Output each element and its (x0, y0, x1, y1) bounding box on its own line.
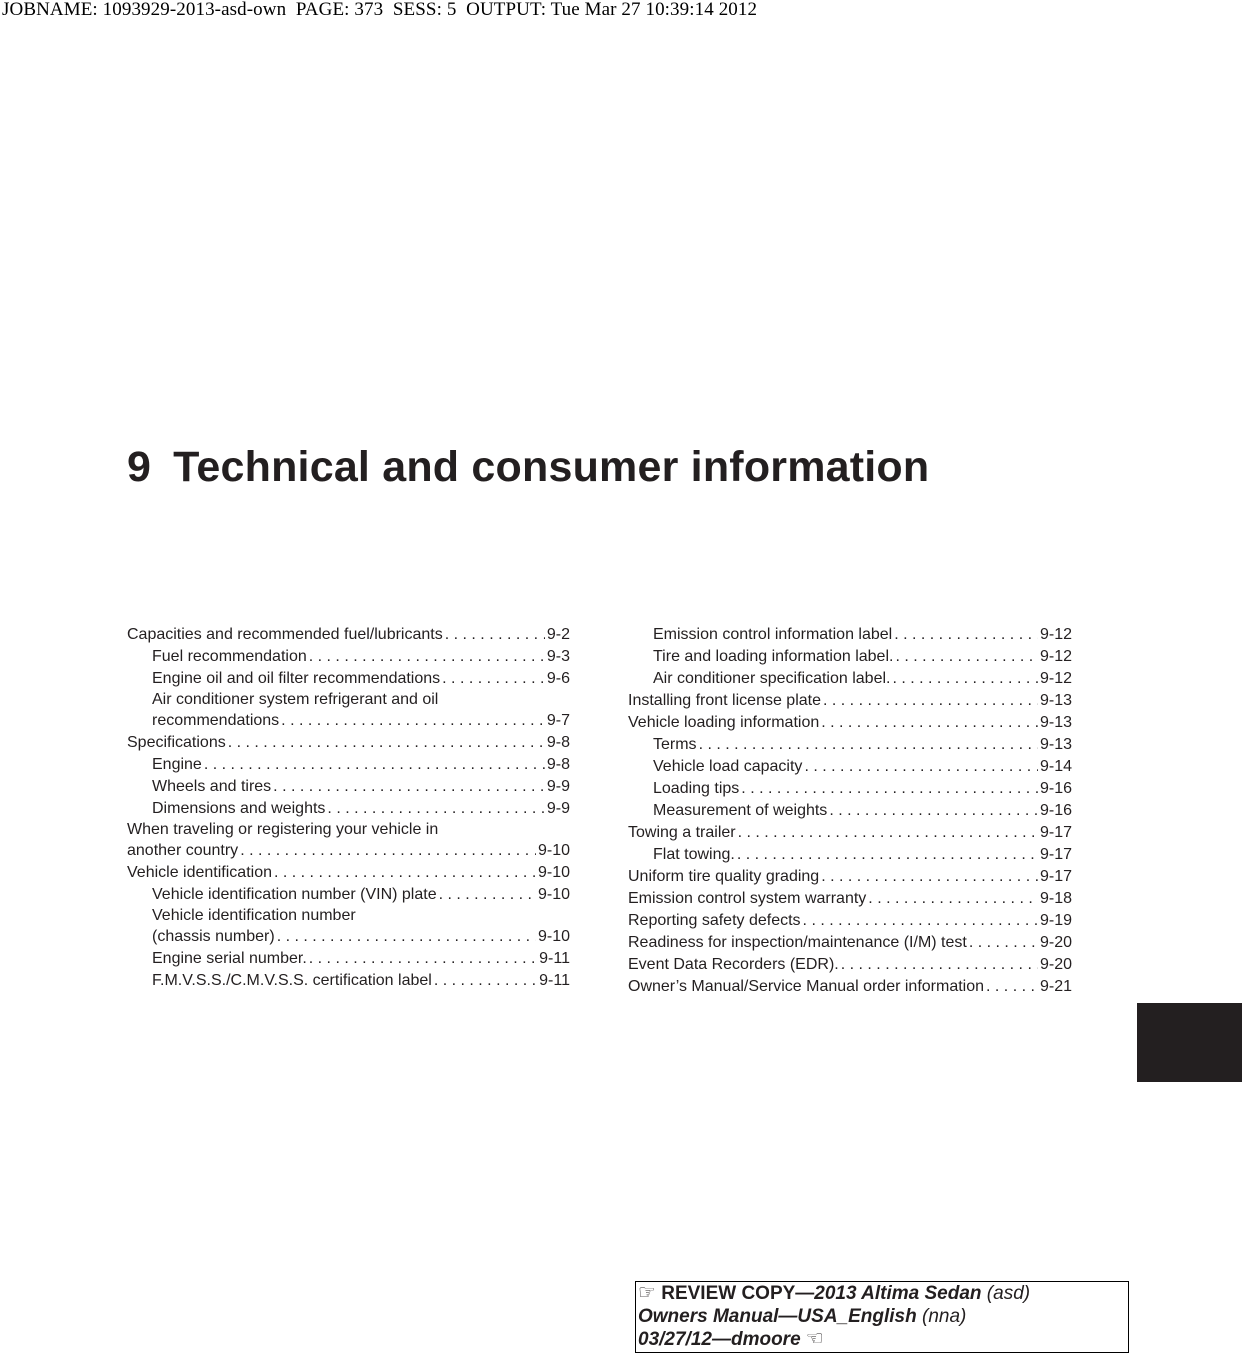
toc-entry-title-line1: When traveling or registering your vehicle in (127, 821, 439, 838)
leader-dots (442, 668, 545, 690)
toc-entry-page: 9-17 (1039, 846, 1072, 863)
manual-code: (nna) (922, 1306, 967, 1327)
toc-entry-title: Vehicle identification number (VIN) plate (152, 886, 437, 903)
toc-entry-page: 9-11 (539, 950, 570, 967)
chapter-title (127, 443, 929, 492)
leader-dots (445, 624, 545, 646)
toc-entry[interactable] (127, 690, 570, 732)
toc-entry[interactable] (628, 954, 1072, 976)
toc-entry-title-line2: another country (127, 842, 239, 859)
leader-dots (228, 732, 545, 754)
leader-dots (894, 624, 1038, 646)
toc-entry-page: 9-8 (546, 756, 570, 773)
leader-dots (986, 976, 1038, 998)
date-user: 03/27/12—dmoore (638, 1329, 801, 1350)
leader-dots (274, 862, 536, 884)
toc-entry-page: 9-9 (546, 800, 570, 817)
hand-pointing-left-icon: ☜ (805, 1328, 824, 1350)
leader-dots (821, 866, 1038, 888)
toc-entry-page: 9-8 (546, 734, 570, 751)
toc-entry-title: Event Data Recorders (EDR). (628, 956, 839, 973)
toc-entry[interactable] (127, 668, 570, 690)
toc-entry[interactable] (628, 844, 1072, 866)
toc-entry-title-line1: Air conditioner system refrigerant and oil (152, 691, 439, 708)
toc-entry-page: 9-17 (1039, 824, 1072, 841)
toc-entry-page: 9-10 (537, 886, 570, 903)
leader-dots (738, 822, 1038, 844)
model-code: (asd) (986, 1283, 1031, 1304)
toc-entry-page: 9-19 (1039, 912, 1072, 929)
leader-dots (741, 778, 1038, 800)
chapter-thumb-tab (1137, 1003, 1242, 1082)
toc-entry-page: 9-13 (1039, 692, 1072, 709)
toc-entry[interactable] (127, 754, 570, 776)
toc-entry-page: 9-20 (1039, 956, 1072, 973)
toc-entry-page: 9-13 (1039, 714, 1072, 731)
toc-entry[interactable] (628, 932, 1072, 954)
toc-entry[interactable] (628, 734, 1072, 756)
toc-entry[interactable] (127, 776, 570, 798)
toc-entry-title: Vehicle identification (127, 864, 272, 881)
review-copy-stamp (635, 1281, 1129, 1353)
leader-dots (204, 754, 545, 776)
leader-dots (439, 884, 536, 906)
toc-entry-title: Owner’s Manual/Service Manual order information (628, 978, 985, 995)
leader-dots (823, 690, 1038, 712)
toc-entry-page: 9-14 (1039, 758, 1072, 775)
review-line-2 (638, 1305, 1128, 1328)
toc-entry[interactable] (628, 646, 1072, 668)
leader-dots (434, 970, 537, 992)
toc-entry-title: Vehicle loading information (628, 714, 820, 731)
toc-entry-page: 9-10 (537, 842, 570, 859)
toc-entry[interactable] (127, 624, 570, 646)
toc-entry[interactable] (127, 646, 570, 668)
toc-entry[interactable] (127, 906, 570, 948)
toc-entry-page: 9-21 (1039, 978, 1072, 995)
leader-dots (829, 800, 1038, 822)
toc-entry-title: Uniform tire quality grading (628, 868, 820, 885)
toc-entry-title-line2: (chassis number) (152, 928, 275, 945)
toc-entry-page: 9-18 (1039, 890, 1072, 907)
leader-dots (803, 910, 1038, 932)
toc-entry-page: 9-9 (546, 778, 570, 795)
chapter-title-text: Technical and consumer information (173, 443, 930, 491)
toc-entry[interactable] (628, 690, 1072, 712)
toc-entry[interactable] (628, 778, 1072, 800)
toc-entry[interactable] (628, 624, 1072, 646)
leader-dots (892, 668, 1038, 690)
toc-entry[interactable] (127, 732, 570, 754)
job-info-header: JOBNAME: 1093929-2013-asd-own PAGE: 373 SESS: 5 OUTPUT: Tue Mar 27 10:39:14 2012 (2, 0, 758, 20)
toc-entry[interactable] (628, 756, 1072, 778)
toc-entry-title-line2: recommendations (152, 712, 280, 729)
leader-dots (309, 646, 545, 668)
toc-entry-page: 9-16 (1039, 780, 1072, 797)
toc-entry-title: F.M.V.S.S./C.M.V.S.S. certification label (152, 972, 432, 989)
toc-entry[interactable] (127, 862, 570, 884)
toc-entry-title: Engine serial number. (152, 950, 307, 967)
toc-entry-title: Engine oil and oil filter recommendations (152, 670, 441, 687)
toc-right-column (628, 624, 1072, 998)
toc-entry[interactable] (628, 822, 1072, 844)
toc-entry-page: 9-16 (1039, 802, 1072, 819)
toc-entry-title: Capacities and recommended fuel/lubricants (127, 626, 443, 643)
leader-dots (969, 932, 1038, 954)
toc-entry-title: Tire and loading information label. (653, 648, 894, 665)
toc-entry-page: 9-7 (546, 712, 570, 729)
toc-entry-title: Loading tips (653, 780, 740, 797)
leader-dots (309, 948, 537, 970)
leader-dots (868, 888, 1038, 910)
model-name: 2013 Altima Sedan (814, 1283, 982, 1304)
toc-entry-title: Fuel recommendation (152, 648, 307, 665)
toc-entry-page: 9-13 (1039, 736, 1072, 753)
toc-entry-title: Readiness for inspection/maintenance (I/M) test (628, 934, 967, 951)
toc-entry-title: Flat towing. (653, 846, 735, 863)
toc-entry-title: Emission control information label (653, 626, 893, 643)
leader-dots (821, 712, 1038, 734)
toc-entry-page: 9-17 (1039, 868, 1072, 885)
toc-entry-title: Wheels and tires (152, 778, 272, 795)
toc-entry-page: 9-20 (1039, 934, 1072, 951)
manual-name: Owners Manual—USA_English (638, 1306, 917, 1327)
toc-entry-title: Dimensions and weights (152, 800, 326, 817)
toc-entry-page: 9-6 (546, 670, 570, 687)
toc-entry-title: Measurement of weights (653, 802, 828, 819)
toc-entry-title: Vehicle load capacity (653, 758, 803, 775)
leader-dots (281, 710, 545, 732)
leader-dots (277, 926, 536, 948)
toc-entry[interactable] (127, 884, 570, 906)
toc-entry-page: 9-12 (1039, 670, 1072, 687)
hand-pointing-right-icon: ☞ (638, 1282, 656, 1304)
toc-entry[interactable] (127, 970, 570, 992)
toc-entry-title: Installing front license plate (628, 692, 821, 709)
toc-entry[interactable] (127, 820, 570, 862)
toc-entry-title-line1: Vehicle identification number (152, 907, 356, 924)
review-line-1 (638, 1282, 1128, 1305)
toc-entry-page: 9-3 (546, 648, 570, 665)
leader-dots (273, 776, 545, 798)
toc-entry[interactable] (628, 866, 1072, 888)
chapter-number: 9 (127, 443, 152, 491)
toc-entry[interactable] (628, 976, 1072, 998)
toc-entry[interactable] (628, 712, 1072, 734)
toc-entry-title: Emission control system warranty (628, 890, 867, 907)
toc-entry-page: 9-10 (537, 928, 570, 945)
toc-entry[interactable] (127, 798, 570, 820)
leader-dots (240, 840, 536, 862)
leader-dots (841, 954, 1038, 976)
leader-dots (895, 646, 1038, 668)
toc-entry-page: 9-11 (539, 972, 570, 989)
toc-entry-page: 9-12 (1039, 648, 1072, 665)
toc-entry-title: Terms (653, 736, 697, 753)
review-line-3 (638, 1328, 1128, 1351)
leader-dots (804, 756, 1038, 778)
toc-entry[interactable] (127, 948, 570, 970)
toc-entry-page: 9-2 (546, 626, 570, 643)
toc-entry-title: Engine (152, 756, 202, 773)
toc-entry[interactable] (628, 910, 1072, 932)
toc-entry-title: Air conditioner specification label. (653, 670, 891, 687)
toc-entry-title: Specifications (127, 734, 226, 751)
toc-entry[interactable] (628, 800, 1072, 822)
review-copy-label: REVIEW COPY— (661, 1283, 815, 1304)
toc-entry-page: 9-12 (1039, 626, 1072, 643)
leader-dots (699, 734, 1038, 756)
toc-entry-title: Reporting safety defects (628, 912, 801, 929)
leader-dots (737, 844, 1038, 866)
toc-entry-page: 9-10 (537, 864, 570, 881)
toc-entry[interactable] (628, 888, 1072, 910)
leader-dots (327, 798, 544, 820)
toc-entry[interactable] (628, 668, 1072, 690)
toc-entry-title: Towing a trailer (628, 824, 736, 841)
toc-left-column (127, 624, 570, 992)
